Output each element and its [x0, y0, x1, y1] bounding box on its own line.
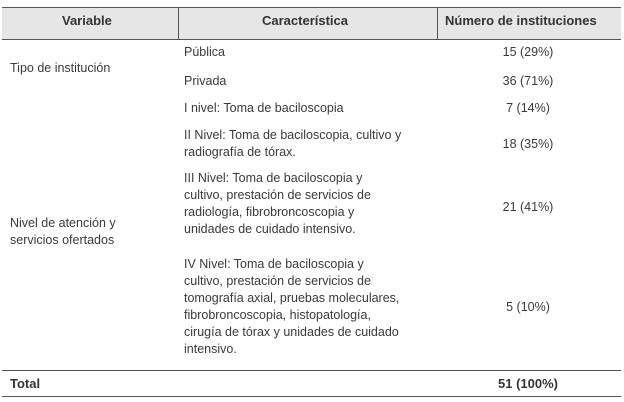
- bottom-divider: [2, 396, 621, 397]
- row-characteristic: unidades de cuidado intensivo.: [184, 222, 356, 236]
- row-value: 5 (10%): [506, 300, 550, 314]
- row-value: 15 (29%): [502, 45, 554, 59]
- row-characteristic: radiología, fibrobroncoscopia y: [184, 205, 355, 219]
- header-variable: Variable: [62, 13, 112, 28]
- row-characteristic: fibrobroncoscopia, histopatología,: [184, 308, 371, 322]
- row-characteristic: IV Nivel: Toma de baciloscopia y: [184, 257, 364, 271]
- total-value: 51 (100%): [498, 376, 558, 391]
- row-characteristic: I nivel: Toma de baciloscopia: [184, 101, 344, 115]
- row-value: 18 (35%): [502, 137, 554, 151]
- header-divider: [437, 7, 438, 40]
- row-characteristic: III Nivel: Toma de baciloscopia y: [184, 171, 363, 185]
- variable-tipo: Tipo de institución: [10, 61, 111, 75]
- row-value: 36 (71%): [502, 74, 554, 88]
- row-value: 7 (14%): [506, 101, 550, 115]
- row-characteristic: Pública: [184, 45, 225, 59]
- total-label: Total: [10, 376, 41, 391]
- row-characteristic: Privada: [184, 74, 227, 88]
- row-characteristic: cultivo, prestación de servicios de: [184, 274, 371, 288]
- row-characteristic: II Nivel: Toma de baciloscopia, cultivo y: [184, 128, 402, 142]
- row-characteristic: intensivo.: [184, 342, 237, 356]
- row-characteristic: cultivo, prestación de servicios de: [184, 188, 371, 202]
- total-divider: [2, 370, 621, 371]
- row-characteristic: radiografía de tórax.: [184, 145, 296, 159]
- variable-nivel-line1: Nivel de atención y: [10, 216, 116, 230]
- row-characteristic: cirugía de tórax y unidades de cuidado: [184, 325, 399, 339]
- row-characteristic: tomografía axial, pruebas moleculares,: [184, 291, 400, 305]
- row-value: 21 (41%): [502, 200, 554, 214]
- header-caracteristica: Característica: [262, 13, 348, 28]
- header-numero: Número de instituciones: [445, 13, 597, 28]
- variable-nivel-line2: servicios ofertados: [10, 233, 115, 247]
- header-divider: [178, 7, 179, 40]
